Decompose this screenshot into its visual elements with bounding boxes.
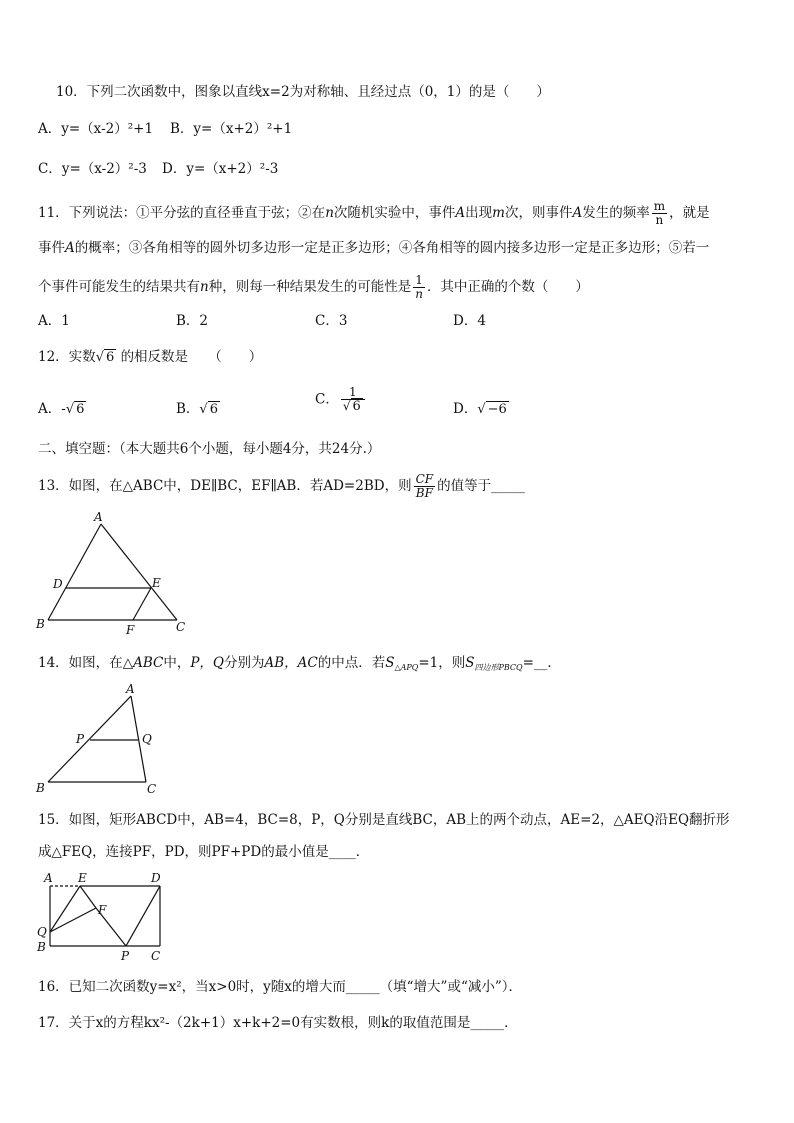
q10-stem: 10．下列二次函数中，图象以直线x=2为对称轴、且经过点（0，1）的是（ ） xyxy=(56,84,550,100)
q12-option-a: A．-√ 6 xyxy=(38,401,85,417)
q14-label-b: B xyxy=(36,781,45,795)
q13-label-e: E xyxy=(152,576,161,590)
q14-label-p: P xyxy=(76,732,85,746)
q14-label-a: A xyxy=(126,682,135,696)
q10-option-b: B．y=（x+2）²+1 xyxy=(170,121,293,137)
q15-label-e: E xyxy=(78,871,87,885)
q14-label-q: Q xyxy=(142,732,152,746)
q13-fraction: $\frac{CF}{BF}$ xyxy=(415,472,434,500)
q15-label-c: C xyxy=(151,949,161,963)
q11-option-d: D．4 xyxy=(453,313,486,329)
q11-line2: 事件A的概率；③各角相等的圆外切多边形一定是正多边形；④各角相等的圆内接多边形一定是正多边形；⑤若一 xyxy=(38,240,710,256)
q15-label-b: B xyxy=(37,940,46,954)
q10-option-d: D．y=（x+2）²-3 xyxy=(162,161,279,177)
q16-stem: 16．已知二次函数y=x²，当x>0时，y随x的增大而_____（填“增大”或“减小”）． xyxy=(38,979,523,995)
q10-option-a: A．y=（x-2）²+1 xyxy=(38,121,154,137)
q11-option-c: C．3 xyxy=(315,313,348,329)
q15-line2: 成△FEQ，连接PF，PD，则PF+PD的最小值是____． xyxy=(38,844,370,860)
q13-label-f: F xyxy=(126,623,135,637)
q13-stem: 13．如图，在△ABC中，DE∥BC，EF∥AB．若AD=2BD，则 $\frac{CF}{BF}$ 的值等于_____ xyxy=(38,472,525,500)
q11-line3: 个事件可能发生的结果共有n种，则每一种结果发生的可能性是 $\frac{1}{n}$ ．其中正确的个数（ ） xyxy=(38,273,589,301)
q12-stem: 12．实数√ 6 的相反数是 （ ） xyxy=(38,349,263,365)
q15-line1: 15．如图，矩形ABCD中，AB=4，BC=8，P，Q分别是直线BC，AB上的两个动点，AE=2，△AEQ沿EQ翻折形 xyxy=(38,812,730,828)
q14-stem: 14．如图，在△ABC中，P，Q分别为AB，AC的中点．若$S_{\triangle APQ}=1$，则$S_{四边形PBCQ}=\_\_$． xyxy=(38,655,561,672)
q15-label-f: F xyxy=(98,903,107,917)
q11-frequency-fraction: $\frac{m}{n}$ xyxy=(653,199,666,227)
q11-option-b: B．2 xyxy=(176,313,209,329)
q12-sqrt: √ 6 xyxy=(95,350,115,365)
q10-option-c: C．y=（x-2）²-3 xyxy=(38,161,147,177)
q12-option-b: B．√ 6 xyxy=(176,401,218,417)
q12-option-c: C． $\frac{1}{√ 6}$ xyxy=(315,386,367,413)
q15-label-p: P xyxy=(121,949,130,963)
q15-label-d: D xyxy=(151,871,161,885)
q13-label-c: C xyxy=(176,620,186,634)
q13-label-a: A xyxy=(94,510,103,524)
q14-triangle-figure xyxy=(34,682,174,798)
q15-rectangle-figure xyxy=(34,868,170,964)
q13-triangle-figure xyxy=(34,510,194,638)
q12-option-d: D．√ −6 xyxy=(453,401,507,417)
q14-label-c: C xyxy=(147,782,157,796)
q17-stem: 17．关于x的方程kx²-（2k+1）x+k+2=0有实数根，则k的取值范围是_____． xyxy=(38,1015,518,1031)
q13-label-d: D xyxy=(53,577,63,591)
q13-label-b: B xyxy=(36,617,45,631)
q15-label-a: A xyxy=(44,871,53,885)
section-heading: 二、填空题：（本大题共6个小题，每小题4分，共24分.） xyxy=(38,441,381,457)
q11-line1: 11．下列说法：①平分弦的直径垂直于弦；②在n次随机实验中，事件A出现m次，则事件A发生的频率 $\frac{m}{n}$ ，就是 xyxy=(38,199,710,227)
q11-option-a: A．1 xyxy=(38,313,70,329)
q11-probability-fraction: $\frac{1}{n}$ xyxy=(415,273,423,301)
q15-label-q: Q xyxy=(37,925,47,939)
